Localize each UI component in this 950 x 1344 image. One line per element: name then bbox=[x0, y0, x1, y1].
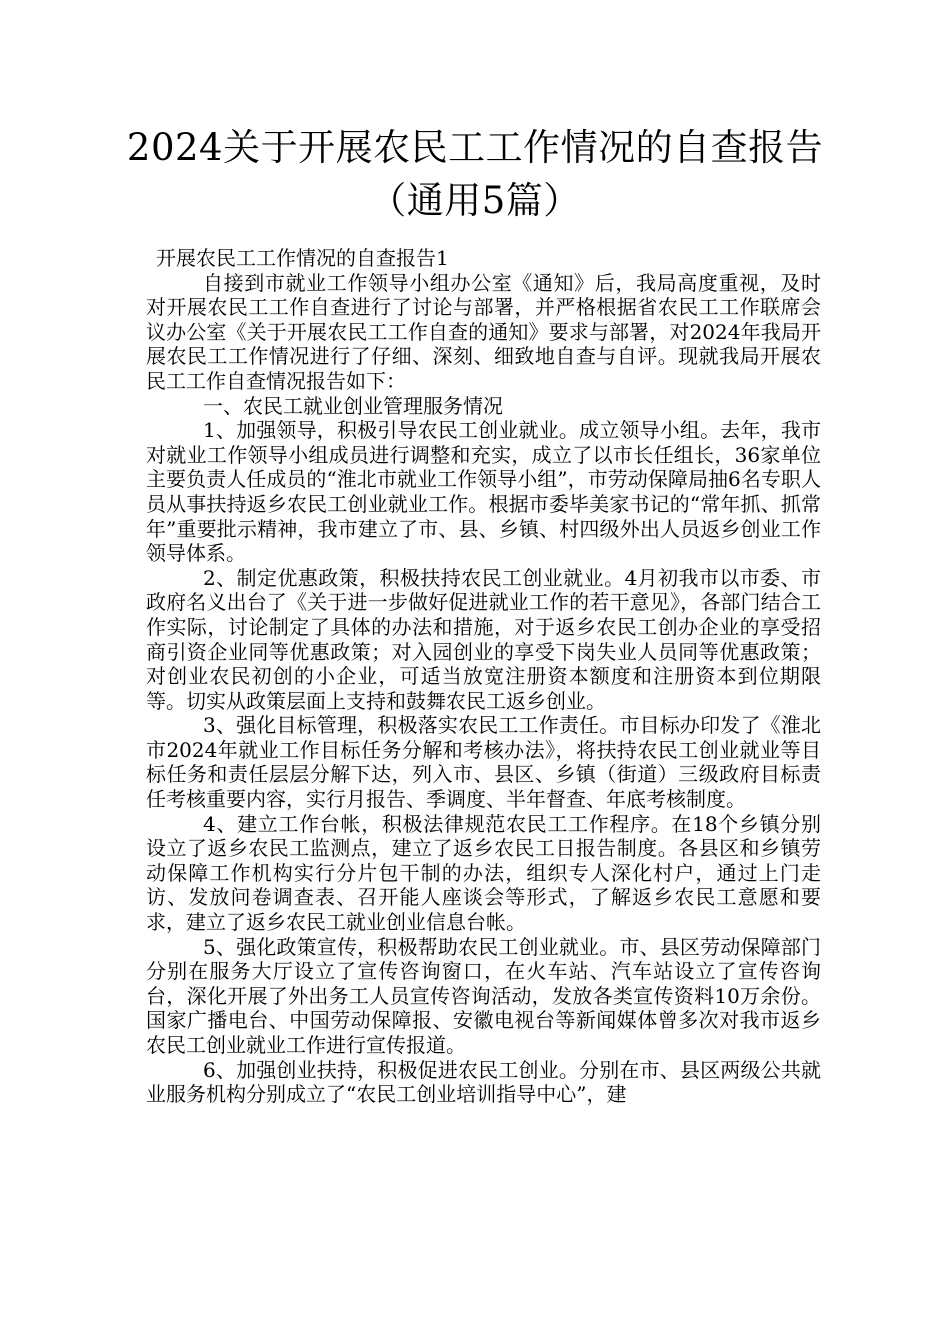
paragraph-item-1: 1、加强领导，积极引导农民工创业就业。成立领导小组。去年，我市对就业工作领导小组成员进行调整和充实，成立了以市长任组长，36家单位主要负责人任成员的“淮北市就业工作领导小组”，市劳动保障局抽6名专职人员从事扶持返乡农民工创业就业工作。根据市委毕美家书记的“常年抓、抓常年”重要批示精神，我市建立了市、县、乡镇、村四级外出人员返乡创业工作领导体系。 bbox=[146, 418, 821, 566]
paragraph-item-5: 5、强化政策宣传，积极帮助农民工创业就业。市、县区劳动保障部门分别在服务大厅设立了宣传咨询窗口，在火车站、汽车站设立了宣传咨询台，深化开展了外出务工人员宣传咨询活动，发放各类宣传资料10万余份。国家广播电台、中国劳动保障报、安徽电视台等新闻媒体曾多次对我市返乡农民工创业就业工作进行宣传报道。 bbox=[146, 934, 821, 1057]
paragraph-item-4: 4、建立工作台帐，积极法律规范农民工工作程序。在18个乡镇分别设立了返乡农民工监测点，建立了返乡农民工日报告制度。各县区和乡镇劳动保障工作机构实行分片包干制的办法，组织专人深化村户，通过上门走访、发放问卷调查表、召开能人座谈会等形式，了解返乡农民工意愿和要求，建立了返乡农民工就业创业信息台帐。 bbox=[146, 811, 821, 935]
paragraph-item-6: 6、加强创业扶持，积极促进农民工创业。分别在市、县区两级公共就业服务机构分别成立了“农民工创业培训指导中心”，建 bbox=[146, 1057, 821, 1107]
section-heading: 一、农民工就业创业管理服务情况 bbox=[203, 393, 503, 418]
document-body bbox=[146, 246, 821, 1107]
paragraph-item-2: 2、制定优惠政策，积极扶持农民工创业就业。4月初我市以市委、市政府名义出台了《关于进一步做好促进就业工作的若干意见》，各部门结合工作实际，讨论制定了具体的办法和措施，对于返乡农民工创办企业的享受招商引资企业同等优惠政策；对入园创业的享受下岗失业人员同等优惠政策；对创业农民初创的小企业，可适当放宽注册资本额度和注册资本到位期限等。切实从政策层面上支持和鼓舞农民工返乡创业。 bbox=[146, 565, 821, 713]
document-title-line1: 2024关于开展农民工工作情况的自查报告 bbox=[126, 126, 824, 169]
paragraph-item-3: 3、强化目标管理，积极落实农民工工作责任。市目标办印发了《淮北市2024年就业工作目标任务分解和考核办法》，将扶持农民工创业就业等目标任务和责任层层分解下达，列入市、县区、乡镇（街道）三级政府目标责任考核重要内容，实行月报告、季调度、半年督查、年底考核制度。 bbox=[146, 713, 821, 812]
paragraph-intro: 自接到市就业工作领导小组办公室《通知》后，我局高度重视，及时对开展农民工工作自查进行了讨论与部署，并严格根据省农民工工作联席会议办公室《关于开展农民工工作自查的通知》要求与部署，对2024年我局开展农民工工作情况进行了仔细、深刻、细致地自查与自评。现就我局开展农民工工作自查情况报告如下： bbox=[146, 270, 821, 393]
document-title-line2: （通用5篇） bbox=[369, 179, 581, 222]
report-heading: 开展农民工工作情况的自查报告1 bbox=[156, 246, 449, 270]
